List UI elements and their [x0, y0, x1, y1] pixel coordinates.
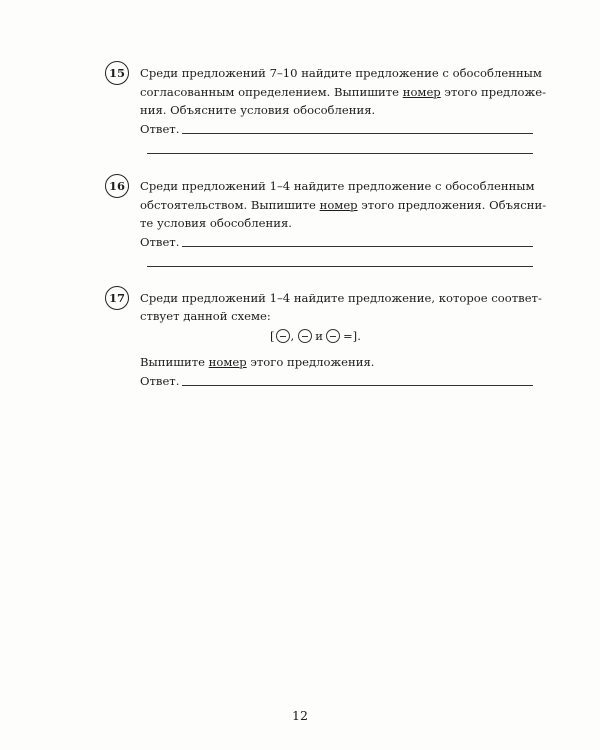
- task-text-line: Среди предложений 7–10 найдите предложение с обособленным: [140, 66, 542, 80]
- page-number: 12: [292, 708, 308, 723]
- circle-minus-icon: [276, 329, 290, 343]
- task-text-line: обстоятельством. Выпишите номер этого предложения. Объясни-: [140, 198, 547, 212]
- task-text-line: Среди предложений 1–4 найдите предложение с обособленным: [140, 179, 535, 193]
- task-text-line: ствует данной схеме:: [140, 309, 271, 323]
- answer-line[interactable]: [147, 153, 533, 154]
- answer-line[interactable]: [182, 133, 533, 134]
- comma: ,: [290, 329, 295, 343]
- task-number-badge: 16: [105, 174, 129, 198]
- answer-label: Ответ.: [140, 374, 180, 388]
- task-instruction: Выпишите номер этого предложения.: [140, 355, 375, 369]
- task-text-line: согласованным определением. Выпишите номер этого предложе-: [140, 85, 546, 99]
- task-text-line: те условия обособления.: [140, 216, 292, 230]
- circle-minus-icon: [326, 329, 340, 343]
- answer-line[interactable]: [182, 385, 533, 386]
- answer-line[interactable]: [182, 246, 533, 247]
- task-text-line: Среди предложений 1–4 найдите предложение, которое соответ-: [140, 291, 542, 305]
- task-number-badge: 15: [105, 61, 129, 85]
- bracket-close: =].: [342, 329, 361, 343]
- task-text-line: ния. Объясните условия обособления.: [140, 103, 376, 117]
- sentence-scheme: [270, 328, 361, 344]
- conjunction: и: [315, 329, 323, 343]
- circle-minus-icon: [298, 329, 312, 343]
- answer-line[interactable]: [147, 266, 533, 267]
- answer-label: Ответ.: [140, 235, 180, 249]
- bracket-open: [: [270, 329, 275, 343]
- answer-label: Ответ.: [140, 122, 180, 136]
- task-number-badge: 17: [105, 286, 129, 310]
